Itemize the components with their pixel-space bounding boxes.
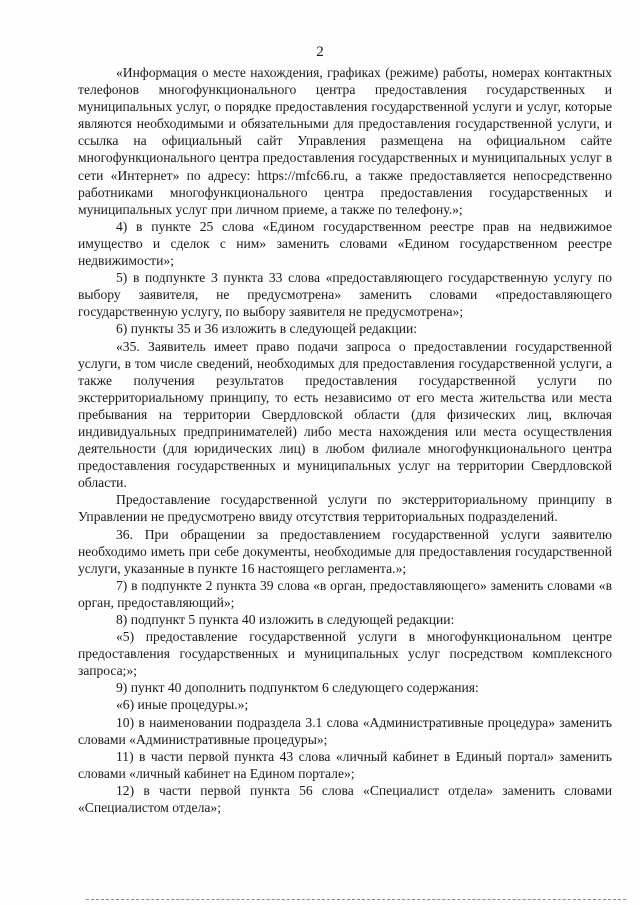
paragraph-info-location: «Информация о месте нахождения, графиках (режиме) работы, номерах контактных телефонов многофункционального центра предоставления государственных и муниципальных услуг, о порядке предоставления государственной услуги и услуг, которые являются необходимыми и обязательными для предоставления государственной услуги, и ссылка на официальный сайт Управления размещена на официальном сайте многофункционального центра предоставления государственных и муниципальных услуг в сети «Интернет» по адресу: https://mfc66.ru, а также предоставляется непосредственно работниками многофункционального центра предоставления государственных и муниципальных услуг при личном приеме, а также по телефону.»; xyxy=(78,65,612,217)
paragraph-extraterritorial: Предоставление государственной услуги по экстерриториальному принципу в Управлении не предусмотрено ввиду отсутствия территориальных подразделений. xyxy=(78,492,612,525)
page-number: 2 xyxy=(316,44,324,60)
document-body xyxy=(78,64,612,816)
paragraph-item-11: 11) в части первой пункта 43 слова «личный кабинет в Единый портал» заменить словами «личный кабинет на Едином портале»; xyxy=(78,748,612,781)
paragraph-item-12: 12) в части первой пункта 56 слова «Специалист отдела» заменить словами «Специалистом отдела»; xyxy=(78,782,612,816)
paragraph-item-4: 4) в пункте 25 слова «Едином государственном реестре прав на недвижимое имущество и сделок с ним» заменить словами «Едином государственном реестре недвижимости»; xyxy=(78,218,612,269)
paragraph-item-5: 5) в подпункте 3 пункта 33 слова «предоставляющего государственную услугу по выбору заявителя, не предусмотрена» заменить словами «предоставляющего государственную услугу, по выбору заявителя не предусмотрена»; xyxy=(78,270,612,320)
paragraph-item-10: 10) в наименовании подраздела 3.1 слова «Административные процедура» заменить словами «Административные процедуры»; xyxy=(78,714,612,747)
paragraph-point-35: «35. Заявитель имеет право подачи запроса о предоставлении государственной услуги, в том числе сведений, необходимых для предоставления государственной услуги, а также получения результатов предоставления государственной услуги по экстерриториальному принципу, то есть независимо от его места жительства или места пребывания на территории Свердловской области (для физических лиц, включая индивидуальных предпринимателей) либо места нахождения или места осуществления деятельности (для юридических лиц) в любом филиале многофункционального центра предоставления государственных и муниципальных услуг на территории Свердловской области. xyxy=(78,338,612,491)
paragraph-item-6: 6) пункты 35 и 36 изложить в следующей редакции: xyxy=(116,321,418,337)
bottom-divider xyxy=(86,899,626,900)
paragraph-item-7: 7) в подпункте 2 пункта 39 слова «в орган, предоставляющего» заменить словами «в орган, предоставляющий»; xyxy=(78,577,612,610)
paragraph-point-36: 36. При обращении за предоставлением государственной услуги заявителю необходимо иметь при себе документы, необходимые для предоставления государственной услуги, указанные в пункте 16 настоящего регламента.»; xyxy=(78,526,612,576)
paragraph-subitem-6: «6) иные процедуры.»; xyxy=(116,697,249,713)
paragraph-item-8: 8) подпункт 5 пункта 40 изложить в следующей редакции: xyxy=(116,612,455,627)
paragraph-subitem-5: «5) предоставление государственной услуги в многофункциональном центре предоставления государственных и муниципальных услуг посредством комплексного запроса;»; xyxy=(78,629,612,679)
paragraph-item-9: 9) пункт 40 дополнить подпунктом 6 следующего содержания: xyxy=(116,680,479,696)
